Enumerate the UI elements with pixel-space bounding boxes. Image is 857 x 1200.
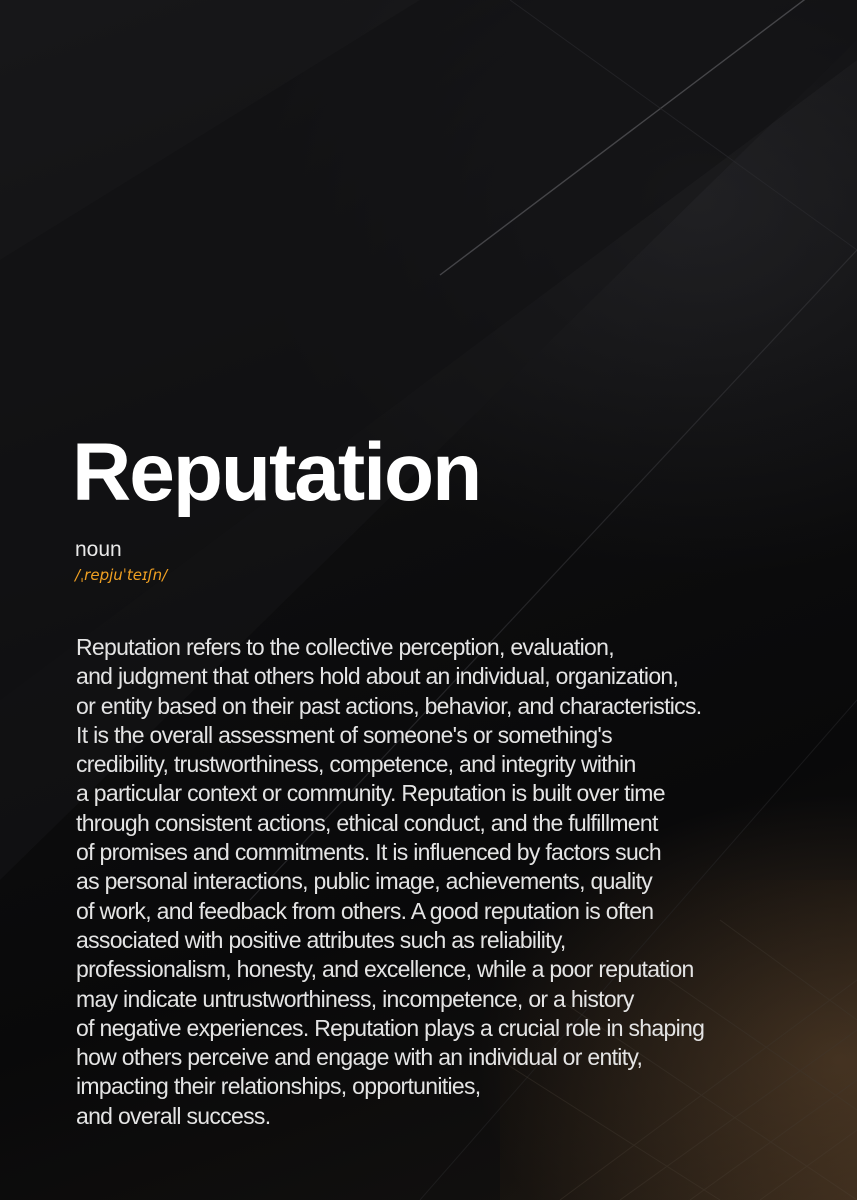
entry-word: Reputation: [72, 427, 481, 518]
definition-line: or entity based on their past actions, behavior, and characteristics.: [76, 692, 702, 719]
definition-line: professionalism, honesty, and excellence, while a poor reputation: [76, 956, 694, 983]
definition-line: how others perceive and engage with an individual or entity,: [76, 1044, 643, 1071]
definition-line: and judgment that others hold about an individual, organization,: [76, 663, 679, 690]
definition-line: of work, and feedback from others. A good reputation is often: [76, 897, 654, 924]
pronunciation: /ˌrepjuˈteɪʃn/: [75, 566, 168, 584]
definition-line: through consistent actions, ethical conduct, and the fulfillment: [76, 809, 658, 836]
definition-line: a particular context or community. Reputation is built over time: [76, 780, 665, 807]
definition-line: and overall success.: [76, 1102, 271, 1129]
definition-line: as personal interactions, public image, achievements, quality: [76, 868, 653, 895]
definition-line: of promises and commitments. It is influenced by factors such: [76, 839, 661, 866]
definition-line: may indicate untrustworthiness, incompetence, or a history: [76, 985, 634, 1012]
definition-line: of negative experiences. Reputation plays a crucial role in shaping: [76, 1014, 705, 1041]
definition-line: impacting their relationships, opportunities,: [76, 1073, 481, 1100]
part-of-speech: noun: [75, 538, 122, 561]
definition-line: credibility, trustworthiness, competence, and integrity within: [76, 751, 636, 778]
definition-text: [76, 633, 846, 1131]
definition-line: It is the overall assessment of someone's or something's: [76, 721, 612, 748]
definition-line: Reputation refers to the collective perception, evaluation,: [76, 634, 614, 660]
definition-line: associated with positive attributes such as reliability,: [76, 926, 566, 953]
